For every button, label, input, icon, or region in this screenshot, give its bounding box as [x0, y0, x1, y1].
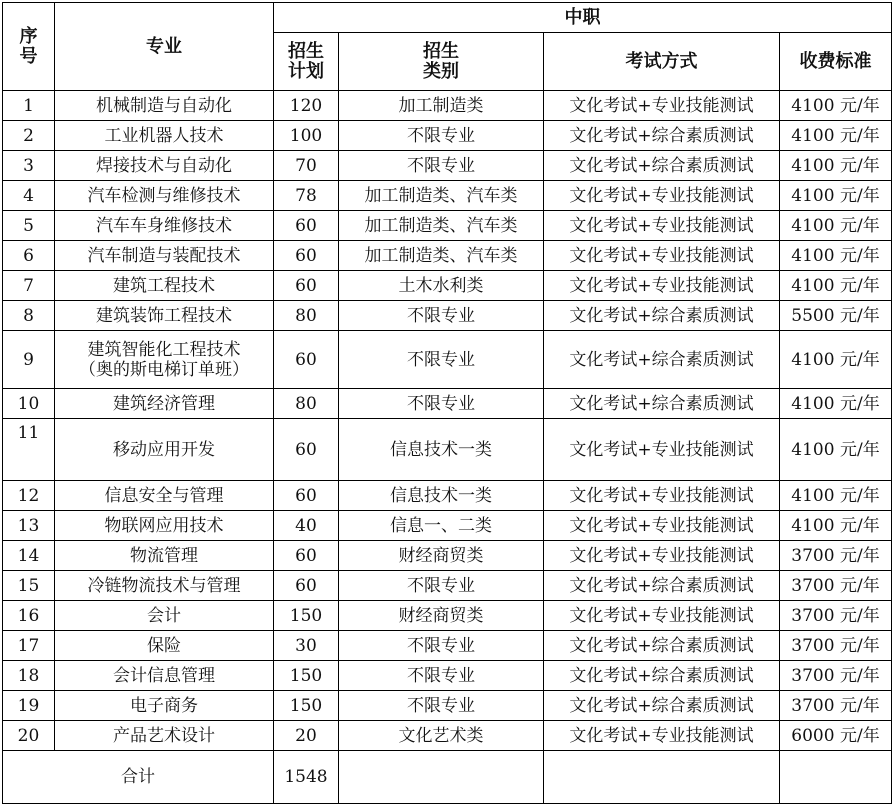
row-major: 汽车车身维修技术	[55, 211, 274, 241]
row-plan: 40	[274, 511, 339, 541]
row-index: 9	[3, 331, 55, 389]
row-category: 不限专业	[339, 661, 544, 691]
row-fee: 4100 元/年	[780, 511, 892, 541]
row-plan: 70	[274, 151, 339, 181]
row-category: 信息技术一类	[339, 481, 544, 511]
row-major: 保险	[55, 631, 274, 661]
row-index: 12	[3, 481, 55, 511]
row-major: 焊接技术与自动化	[55, 151, 274, 181]
row-fee: 4100 元/年	[780, 271, 892, 301]
row-fee: 5500 元/年	[780, 301, 892, 331]
table-row	[3, 541, 892, 571]
row-plan: 60	[274, 541, 339, 571]
header-category: 招生 类别	[339, 33, 544, 91]
enrollment-table	[2, 2, 892, 804]
row-fee: 4100 元/年	[780, 91, 892, 121]
row-category: 不限专业	[339, 121, 544, 151]
row-major: 会计信息管理	[55, 661, 274, 691]
table-row	[3, 511, 892, 541]
table-row	[3, 481, 892, 511]
row-fee: 6000 元/年	[780, 721, 892, 751]
row-index: 7	[3, 271, 55, 301]
row-exam: 文化考试+专业技能测试	[544, 241, 780, 271]
table-row	[3, 661, 892, 691]
row-major: 建筑经济管理	[55, 389, 274, 419]
row-fee: 4100 元/年	[780, 389, 892, 419]
table-row	[3, 301, 892, 331]
row-exam: 文化考试+专业技能测试	[544, 271, 780, 301]
row-index: 13	[3, 511, 55, 541]
table-row	[3, 571, 892, 601]
header-group-secondary-vocational: 中职	[274, 3, 892, 33]
row-fee: 4100 元/年	[780, 419, 892, 481]
row-fee: 3700 元/年	[780, 541, 892, 571]
row-fee: 4100 元/年	[780, 481, 892, 511]
row-index: 19	[3, 691, 55, 721]
row-exam: 文化考试+综合素质测试	[544, 389, 780, 419]
row-major: 建筑工程技术	[55, 271, 274, 301]
row-category: 不限专业	[339, 631, 544, 661]
row-index: 15	[3, 571, 55, 601]
row-major: 机械制造与自动化	[55, 91, 274, 121]
row-major: 汽车制造与装配技术	[55, 241, 274, 271]
row-category: 不限专业	[339, 151, 544, 181]
row-exam: 文化考试+专业技能测试	[544, 721, 780, 751]
row-exam: 文化考试+专业技能测试	[544, 419, 780, 481]
total-row	[3, 751, 892, 804]
row-major: 物联网应用技术	[55, 511, 274, 541]
table-row	[3, 331, 892, 389]
table-row	[3, 121, 892, 151]
row-plan: 60	[274, 211, 339, 241]
row-exam: 文化考试+专业技能测试	[544, 481, 780, 511]
row-category: 加工制造类、汽车类	[339, 211, 544, 241]
header-exam: 考试方式	[544, 33, 780, 91]
row-fee: 4100 元/年	[780, 211, 892, 241]
row-exam: 文化考试+专业技能测试	[544, 181, 780, 211]
row-major: 汽车检测与维修技术	[55, 181, 274, 211]
row-index: 1	[3, 91, 55, 121]
row-plan: 80	[274, 301, 339, 331]
row-exam: 文化考试+综合素质测试	[544, 151, 780, 181]
row-category: 加工制造类	[339, 91, 544, 121]
row-major: 移动应用开发	[55, 419, 274, 481]
row-plan: 120	[274, 91, 339, 121]
row-fee: 4100 元/年	[780, 151, 892, 181]
row-category: 不限专业	[339, 301, 544, 331]
table-row	[3, 241, 892, 271]
row-plan: 150	[274, 601, 339, 631]
row-exam: 文化考试+综合素质测试	[544, 121, 780, 151]
row-plan: 60	[274, 481, 339, 511]
row-fee: 4100 元/年	[780, 121, 892, 151]
row-plan: 100	[274, 121, 339, 151]
row-index: 11	[3, 419, 55, 481]
row-fee: 3700 元/年	[780, 691, 892, 721]
row-index: 20	[3, 721, 55, 751]
row-major: 工业机器人技术	[55, 121, 274, 151]
total-label: 合计	[3, 751, 274, 804]
row-plan: 60	[274, 331, 339, 389]
header-plan: 招生 计划	[274, 33, 339, 91]
table-row	[3, 419, 892, 481]
row-plan: 80	[274, 389, 339, 419]
row-major: 电子商务	[55, 691, 274, 721]
row-index: 6	[3, 241, 55, 271]
row-major: 会计	[55, 601, 274, 631]
row-exam: 文化考试+综合素质测试	[544, 571, 780, 601]
row-exam: 文化考试+综合素质测试	[544, 301, 780, 331]
row-exam: 文化考试+综合素质测试	[544, 661, 780, 691]
table-row	[3, 91, 892, 121]
row-category: 不限专业	[339, 389, 544, 419]
row-exam: 文化考试+综合素质测试	[544, 691, 780, 721]
header-fee: 收费标准	[780, 33, 892, 91]
table-row	[3, 721, 892, 751]
row-plan: 60	[274, 419, 339, 481]
row-plan: 60	[274, 271, 339, 301]
row-category: 不限专业	[339, 691, 544, 721]
row-major: 信息安全与管理	[55, 481, 274, 511]
row-plan: 150	[274, 661, 339, 691]
row-exam: 文化考试+专业技能测试	[544, 601, 780, 631]
table-row	[3, 691, 892, 721]
total-empty-fee	[780, 751, 892, 804]
row-category: 信息一、二类	[339, 511, 544, 541]
table-row	[3, 631, 892, 661]
row-major	[55, 331, 274, 389]
total-plan: 1548	[274, 751, 339, 804]
row-index: 4	[3, 181, 55, 211]
table-row	[3, 211, 892, 241]
row-index: 3	[3, 151, 55, 181]
row-fee: 4100 元/年	[780, 181, 892, 211]
row-category: 信息技术一类	[339, 419, 544, 481]
row-index: 8	[3, 301, 55, 331]
row-plan: 20	[274, 721, 339, 751]
row-fee: 3700 元/年	[780, 661, 892, 691]
row-index: 5	[3, 211, 55, 241]
row-fee: 3700 元/年	[780, 631, 892, 661]
row-category: 不限专业	[339, 571, 544, 601]
row-exam: 文化考试+综合素质测试	[544, 631, 780, 661]
row-major: 物流管理	[55, 541, 274, 571]
row-fee: 4100 元/年	[780, 241, 892, 271]
row-plan: 150	[274, 691, 339, 721]
row-fee: 4100 元/年	[780, 331, 892, 389]
total-empty-exam	[544, 751, 780, 804]
header-major: 专业	[55, 3, 274, 91]
row-category: 文化艺术类	[339, 721, 544, 751]
table-row	[3, 181, 892, 211]
row-major-line2: （奥的斯电梯订单班）	[79, 359, 249, 380]
table-row	[3, 601, 892, 631]
row-major: 冷链物流技术与管理	[55, 571, 274, 601]
row-index: 2	[3, 121, 55, 151]
row-category: 财经商贸类	[339, 601, 544, 631]
row-exam: 文化考试+专业技能测试	[544, 211, 780, 241]
row-exam: 文化考试+专业技能测试	[544, 91, 780, 121]
table-row	[3, 271, 892, 301]
row-fee: 3700 元/年	[780, 571, 892, 601]
row-exam: 文化考试+综合素质测试	[544, 331, 780, 389]
row-category: 加工制造类、汽车类	[339, 241, 544, 271]
total-empty-category	[339, 751, 544, 804]
row-major: 产品艺术设计	[55, 721, 274, 751]
row-plan: 60	[274, 241, 339, 271]
row-plan: 78	[274, 181, 339, 211]
table-row	[3, 389, 892, 419]
row-index: 17	[3, 631, 55, 661]
row-category: 土木水利类	[339, 271, 544, 301]
row-plan: 60	[274, 571, 339, 601]
row-exam: 文化考试+专业技能测试	[544, 511, 780, 541]
row-category: 财经商贸类	[339, 541, 544, 571]
row-fee: 3700 元/年	[780, 601, 892, 631]
row-plan: 30	[274, 631, 339, 661]
table-row	[3, 151, 892, 181]
row-category: 加工制造类、汽车类	[339, 181, 544, 211]
row-index: 18	[3, 661, 55, 691]
row-major: 建筑装饰工程技术	[55, 301, 274, 331]
row-category: 不限专业	[339, 331, 544, 389]
row-major-line1: 建筑智能化工程技术	[87, 339, 241, 360]
row-index: 14	[3, 541, 55, 571]
header-index: 序 号	[3, 3, 55, 91]
row-exam: 文化考试+专业技能测试	[544, 541, 780, 571]
row-index: 16	[3, 601, 55, 631]
row-index: 10	[3, 389, 55, 419]
